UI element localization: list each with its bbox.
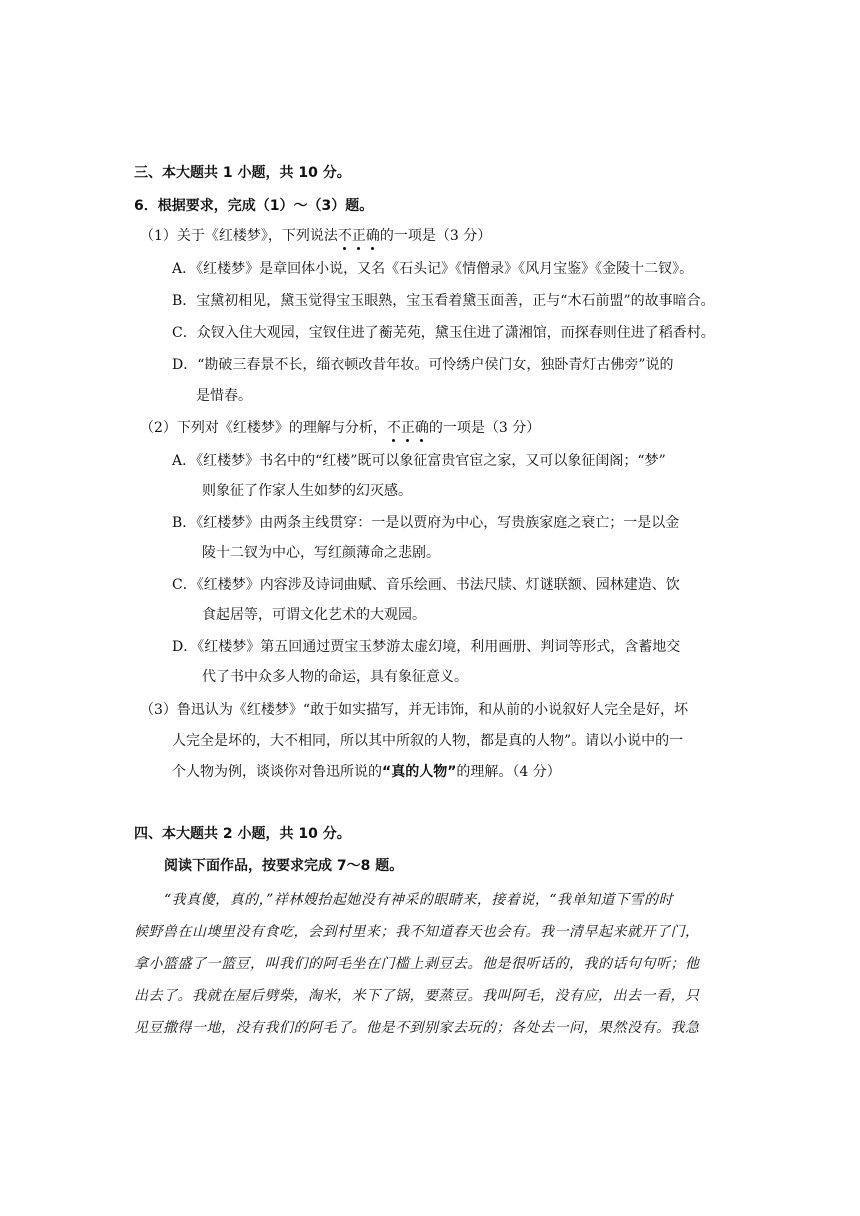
q1-stem-post: 的一项是（3 分） <box>379 228 492 244</box>
q2-option-d-continued: 代了书中众多人物的命运，具有象征意义。 <box>202 669 468 685</box>
q1-option-b: B．宝黛初相见，黛玉觉得宝玉眼熟，宝玉看着黛玉面善，正与“木石前盟”的故事暗合。 <box>172 293 715 309</box>
q2-option-c: C．《红楼梦》内容涉及诗词曲赋、音乐绘画、书法尺牍、灯谜联额、园林建造、饮 <box>172 577 680 593</box>
passage-line: 出去了。我就在屋后劈柴，淘米，米下了锅，要蒸豆。我叫阿毛，没有应，出去一看，只 <box>134 988 700 1004</box>
passage-line: 见豆撒得一地，没有我们的阿毛了。他是不到别家去玩的；各处去一问，果然没有。我急 <box>134 1020 700 1036</box>
q1-stem <box>140 226 491 246</box>
q1-option-d: D．“勘破三春景不长，缁衣顿改昔年妆。可怜绣户侯门女，独卧青灯古佛旁”说的 <box>172 357 674 373</box>
q3-line-2: 人完全是坏的，大不相同，所以其中所叙的人物，都是真的人物”。请以小说中的一 <box>172 733 684 749</box>
q1-stem-pre: （1）关于《红楼梦》，下列说法 <box>140 228 338 244</box>
q1-option-d-continued: 是惜春。 <box>196 388 252 404</box>
passage-line: “我真傻，真的，”祥林嫂抬起她没有神采的眼睛来，接着说，“我单知道下雪的时 <box>164 892 673 908</box>
q2-option-a-continued: 则象征了作家人生如梦的幻灭感。 <box>202 483 412 499</box>
q3-line-3-pre: 个人物为例，谈谈你对鲁迅所说的 <box>172 764 382 780</box>
q2-stem-post: 的一项是（3 分） <box>428 420 541 436</box>
question-6-intro: 6．根据要求，完成（1）～（3）题。 <box>134 198 374 214</box>
q2-option-a: A．《红楼梦》书名中的“红楼”既可以象征富贵官宦之家，又可以象征闺阁；“梦” <box>172 453 666 469</box>
emphasis-dot-char: 不 <box>337 228 352 244</box>
q2-stem-pre: （2）下列对《红楼梦》的理解与分析， <box>140 420 387 436</box>
q2-stem <box>140 418 540 438</box>
q3-emphasis: “真的人物” <box>382 764 457 780</box>
emphasis-dot-char: 确 <box>414 420 429 436</box>
emphasis-dot-char: 确 <box>365 228 380 244</box>
q2-option-b: B．《红楼梦》由两条主线贯穿：一是以贾府为中心，写贵族家庭之衰亡；一是以金 <box>172 515 680 531</box>
emphasis-dot-char: 不 <box>386 420 401 436</box>
passage-line: 拿小篮盛了一篮豆，叫我们的阿毛坐在门槛上剥豆去。他是很听话的，我的话句句听；他 <box>134 956 700 972</box>
q2-option-c-continued: 食起居等，可谓文化艺术的大观园。 <box>202 607 426 623</box>
q3-line-3 <box>172 762 561 782</box>
section-4-instruction: 阅读下面作品，按要求完成 7～8 题。 <box>164 858 404 874</box>
emphasis-dot-char: 正 <box>400 420 415 436</box>
passage-line: 候野兽在山墺里没有食吃，会到村里来；我不知道春天也会有。我一清早起来就开了门， <box>134 924 700 940</box>
section-4-heading: 四、本大题共 2 小题，共 10 分。 <box>134 826 351 842</box>
q2-option-b-continued: 陵十二钗为中心，写红颜薄命之悲剧。 <box>202 545 440 561</box>
q2-option-d: D．《红楼梦》第五回通过贾宝玉梦游太虚幻境，利用画册、判词等形式，含蓄地交 <box>172 639 681 655</box>
emphasis-dot-char: 正 <box>351 228 366 244</box>
q1-option-c: C．众钗入住大观园，宝钗住进了蘅芜苑，黛玉住进了潇湘馆，而探春则住进了稻香村。 <box>172 325 715 341</box>
q3-line-3-post: 的理解。（4 分） <box>456 764 561 780</box>
section-3-heading: 三、本大题共 1 小题，共 10 分。 <box>134 165 351 181</box>
q3-line-1: （3）鲁迅认为《红楼梦》“敢于如实描写，并无讳饰，和从前的小说叙好人完全是好，坏 <box>140 702 689 718</box>
q1-option-a: A．《红楼梦》是章回体小说，又名《石头记》《情僧录》《风月宝鉴》《金陵十二钗》。 <box>172 261 694 277</box>
